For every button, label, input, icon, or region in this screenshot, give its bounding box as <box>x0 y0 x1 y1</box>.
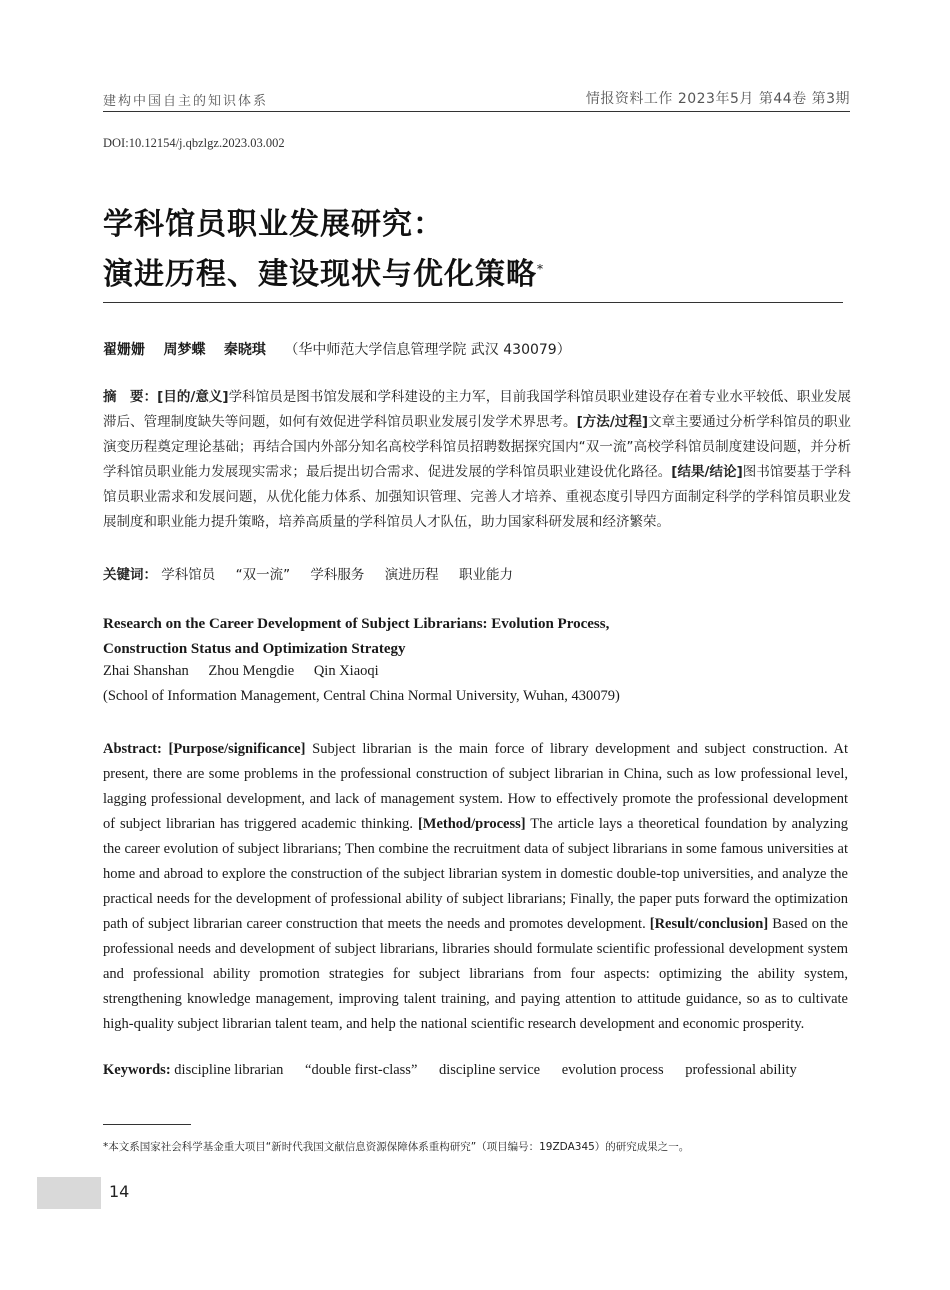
paper-title-en <box>103 612 609 662</box>
keyword-en: “double first-class” <box>305 1062 418 1078</box>
abstract-cn-purpose: 学科馆员是图书馆发展和学科建设的主力军，目前我国学科馆员职业建设存在着专业水平较低、职业发展滞后、管理制度缺失等问题，如何有效促进学科馆员职业发展引发学术界思考。 <box>103 389 852 430</box>
keywords-cn-label: 关键词： <box>103 567 157 583</box>
title-line-2-text: 演进历程、建设现状与优化策略 <box>103 257 537 292</box>
doi: DOI:10.12154/j.qbzlgz.2023.03.002 <box>103 136 285 150</box>
affiliation-en: (School of Information Management, Central China Normal University, Wuhan, 430079) <box>103 688 620 704</box>
abstract-en-method: The article lays a theoretical foundation by analyzing the career evolution of subject librarians; Then combine the recruitment data of subject librarians in some famous universities at home and abroad to explore the construction of the subject librarian system in domestic double-top universities, and analyze the practical needs for the development of professional ability of subject librarians; Finally, the paper puts forward the optimization path of subject librarian career construction that meets the needs and promotes development. <box>103 816 848 932</box>
abstract-en-result-label: [Result/conclusion] <box>649 916 769 932</box>
abstract-en-result: Based on the professional needs and development of subject librarians, libraries should formulate scientific professional development system and professional ability promotion strategies for subject librarians from four aspects: optimizing the ability system, strengthening knowledge management, improving talent training, and paying attention to attitude guidance, so as to cultivate high-quality subject librarian talent team, and help the national scientific research development and economic prosperity. <box>103 916 848 1032</box>
title-divider <box>103 302 843 303</box>
author-name-en: Qin Xiaoqi <box>313 663 379 679</box>
affiliation-cn: （华中师范大学信息管理学院 武汉 430079） <box>284 342 571 358</box>
keywords-cn <box>103 563 529 583</box>
keyword: 演进历程 <box>384 567 439 583</box>
title-footnote-mark: * <box>537 262 544 276</box>
keyword-en: professional ability <box>685 1062 797 1078</box>
abstract-en-method-label: [Method/process] <box>417 816 526 832</box>
en-title-line-1: Research on the Career Development of Subject Librarians: Evolution Process, <box>103 616 610 632</box>
abstract-cn-purpose-label: [目的/意义] <box>157 389 229 405</box>
keyword: 学科服务 <box>310 567 365 583</box>
abstract-en-purpose: Subject librarian is the main force of library development and subject construction. At present, there are some problems in the professional construction of subject librarian in China, such as low professional level, lagging professional development, and lack of management system. How to effectively promote the professional development of subject librarian has triggered academic thinking. <box>103 741 849 832</box>
keyword-en: discipline librarian <box>174 1062 284 1078</box>
authors-en <box>103 663 395 680</box>
keyword: 学科馆员 <box>161 567 216 583</box>
authors-cn <box>103 339 571 359</box>
footnote: *本文系国家社会科学基金重大项目“新时代我国文献信息资源保障体系重构研究”（项目编号：19ZDA345）的研究成果之一。 <box>103 1141 690 1153</box>
keywords-en <box>103 1062 815 1079</box>
author-name: 秦晓琪 <box>223 342 266 358</box>
author-name: 翟姗姗 <box>103 342 145 358</box>
footnote-divider <box>103 1124 191 1125</box>
keyword-en: discipline service <box>439 1062 541 1078</box>
title-line-2 <box>103 247 544 297</box>
abstract-en-label: Abstract: <box>103 741 162 757</box>
abstract-cn-method: 文章主要通过分析学科馆员的职业演变历程奠定理论基础；再结合国内外部分知名高校学科馆员招聘数据探究国内“双一流”高校学科馆员制度建设问题，并分析学科馆员职业能力发展现实需求；最后提出切合需求、促进发展的学科馆员职业建设优化路径。 <box>103 414 852 480</box>
abstract-cn-method-label: [方法/过程] <box>576 414 649 430</box>
page-number: 14 <box>109 1182 130 1201</box>
en-title-line-2: Construction Status and Optimization Strategy <box>103 641 406 657</box>
author-name-en: Zhai Shanshan <box>103 663 189 679</box>
abstract-en-purpose-label: [Purpose/significance] <box>168 741 306 757</box>
keywords-en-label: Keywords: <box>103 1062 171 1078</box>
keyword-en: evolution process <box>561 1062 664 1078</box>
header-divider <box>103 111 850 112</box>
abstract-cn-result-label: [结果/结论] <box>671 464 743 480</box>
abstract-cn-label: 摘 要： <box>103 389 158 405</box>
title-line-1: 学科馆员职业发展研究： <box>103 207 444 242</box>
page-number-tab <box>37 1177 101 1209</box>
running-header-journal: 情报资料工作 2023年5月 第44卷 第3期 <box>585 91 850 107</box>
author-name: 周梦蝶 <box>163 342 206 358</box>
paper-title-cn <box>103 203 544 297</box>
author-name-en: Zhou Mengdie <box>208 663 295 679</box>
abstract-cn <box>103 385 851 535</box>
abstract-en <box>103 737 848 1037</box>
abstract-cn-result: 图书馆要基于学科馆员职业需求和发展问题，从优化能力体系、加强知识管理、完善人才培养、重视态度引导四方面制定科学的学科馆员职业发展制度和职业能力提升策略，培养高质量的学科馆员人才队伍，助力国家科研发展和经济繁荣。 <box>103 464 852 530</box>
keyword: “双一流” <box>235 567 291 583</box>
keyword: 职业能力 <box>458 567 513 583</box>
running-header-series: 建构中国自主的知识体系 <box>103 94 269 109</box>
